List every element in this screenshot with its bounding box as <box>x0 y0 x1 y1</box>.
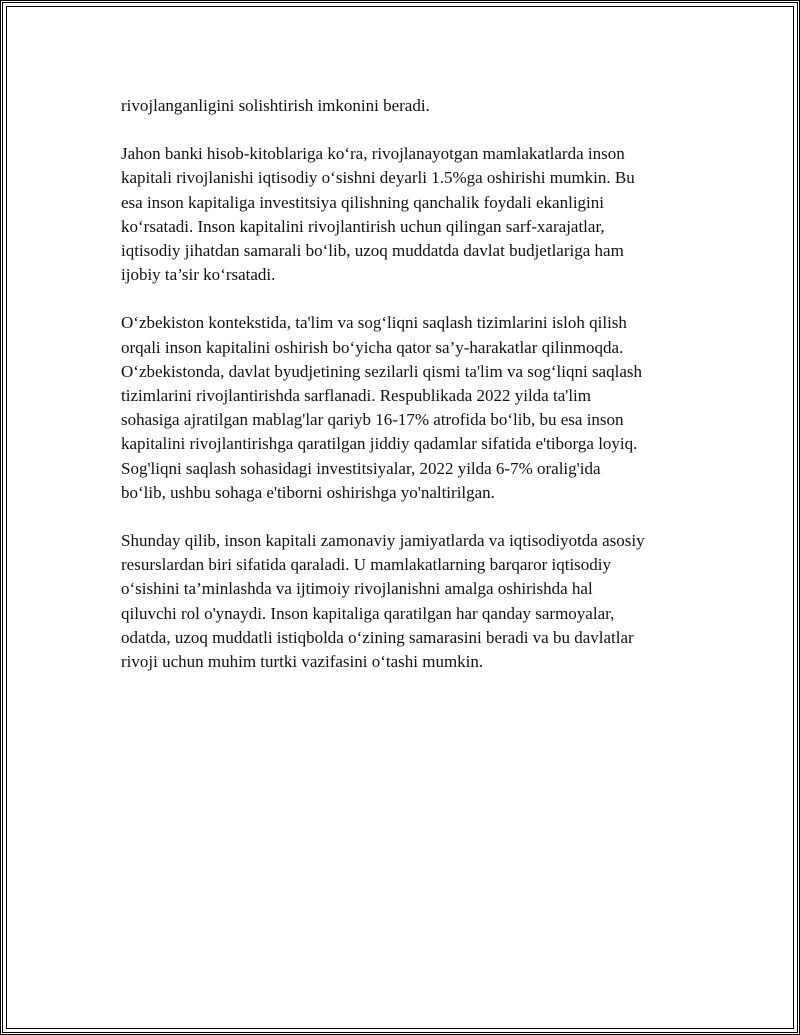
paragraph-2 <box>121 142 691 287</box>
text-line: iqtisodiy jihatdan samarali bo‘lib, uzoq muddatda davlat budjetlariga ham <box>121 241 624 261</box>
text-line: kapitali rivojlanishi iqtisodiy o‘sishni deyarli 1.5%ga oshirishi mumkin. Bu <box>121 168 635 188</box>
text-line: Jahon banki hisob-kitoblariga ko‘ra, rivojlanayotgan mamlakatlarda inson <box>121 144 625 164</box>
text-line: Shunday qilib, inson kapitali zamonaviy jamiyatlarda va iqtisodiyotda asosiy <box>121 531 645 551</box>
text-line: Sog'liqni saqlash sohasidagi investitsiyalar, 2022 yilda 6-7% oralig'ida <box>121 458 601 478</box>
text-line: O‘zbekistonda, davlat byudjetining sezilarli qismi ta'lim va sog‘liqni saqlash <box>121 361 642 381</box>
text-line: ijobiy ta’sir ko‘rsatadi. <box>121 265 276 285</box>
text-line: tizimlarini rivojlantirishda sarflanadi. Respublikada 2022 yilda ta'lim <box>121 386 591 406</box>
text-line: O‘zbekiston kontekstida, ta'lim va sog‘liqni saqlash tizimlarini isloh qilish <box>121 313 627 333</box>
text-line: odatda, uzoq muddatli istiqbolda o‘zining samarasini beradi va bu davlatlar <box>121 627 634 647</box>
text-line: rivoji uchun muhim turtki vazifasini o‘tashi mumkin. <box>121 652 484 672</box>
text-line: orqali inson kapitalini oshirish bo‘yicha qator sa’y-harakatlar qilinmoqda. <box>121 337 624 357</box>
text-line: qiluvchi rol o'ynaydi. Inson kapitaliga qaratilgan har qanday sarmoyalar, <box>121 603 615 623</box>
document-body <box>121 94 691 698</box>
text-line: resurslardan biri sifatida qaraladi. U mamlakatlarning barqaror iqtisodiy <box>121 555 612 575</box>
text-line: esa inson kapitaliga investitsiya qilishning qanchalik foydali ekanligini <box>121 192 604 212</box>
text-line: o‘sishini ta’minlashda va ijtimoiy rivojlanishni amalga oshirishda hal <box>121 579 593 599</box>
text-line: sohasiga ajratilgan mablag'lar qariyb 16-17% atrofida bo‘lib, bu esa inson <box>121 410 624 430</box>
text-line: ko‘rsatadi. Inson kapitalini rivojlantirish uchun qilingan sarf-xarajatlar, <box>121 216 605 236</box>
paragraph-3 <box>121 311 691 505</box>
text-line: rivojlanganligini solishtirish imkonini beradi. <box>121 96 430 115</box>
text-line: kapitalini rivojlantirishga qaratilgan jiddiy qadamlar sifatida e'tiborga loyiq. <box>121 434 638 454</box>
paragraph-4 <box>121 529 691 674</box>
text-line: bo‘lib, ushbu sohaga e'tiborni oshirishga yo'naltirilgan. <box>121 482 495 502</box>
paragraph-1 <box>121 94 691 118</box>
